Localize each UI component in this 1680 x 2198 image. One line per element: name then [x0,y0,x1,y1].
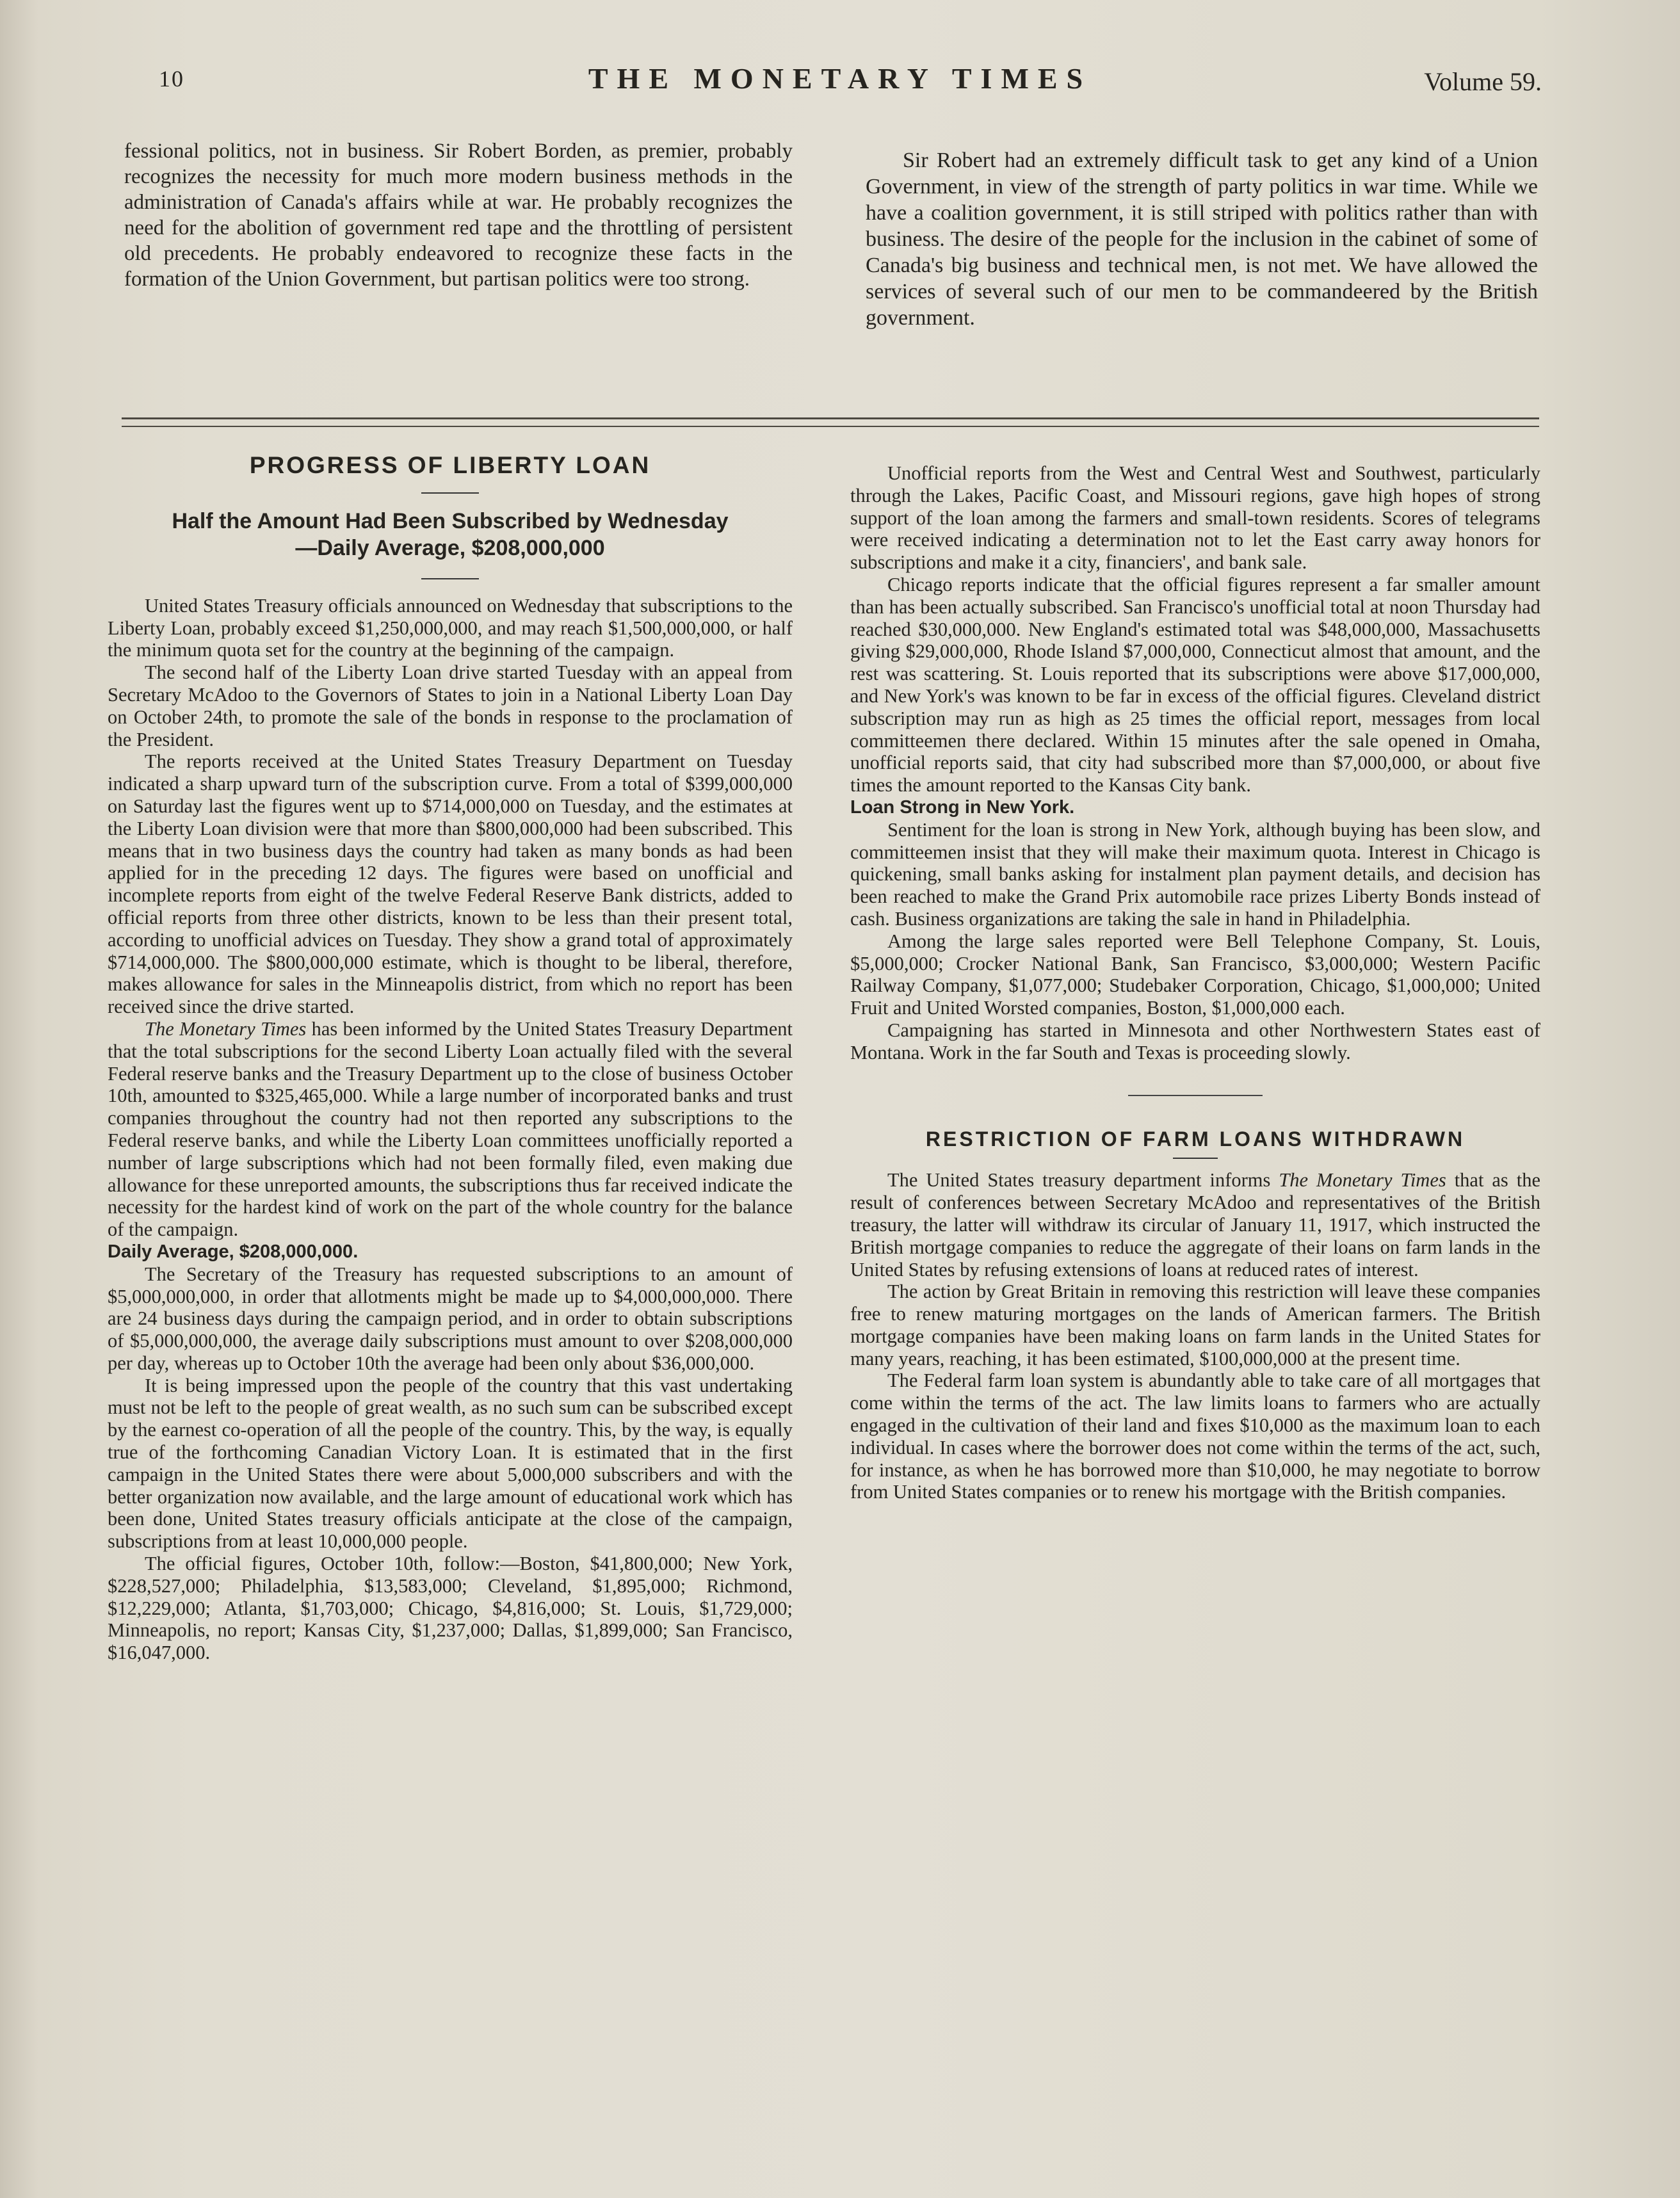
divider-rule [122,417,1539,419]
paragraph: The Secretary of the Treasury has requested subscriptions to an amount of $5,000,000,000, in order that allotments might be made up to $4,000,000,000. There are 24 business days during the campaign period, and in order to obtain subscriptions of $5,000,000,000, the average daily subscriptions must amount to over $208,000,000 per day, whereas up to October 10th the average had been only about $36,000,000. [108,1263,793,1374]
subtitle-line: Half the Amount Had Been Subscribed by Wednesday [172,508,729,533]
article-title: PROGRESS OF LIBERTY LOAN [249,452,651,478]
paragraph: It is being impressed upon the people of the country that this vast undertaking must not be left to the people of great wealth, as no such sum can be subscribed except by the earnest co-operation of all the people of the country. This, by the way, is equally true of the forthcoming Canadian Victory Loan. It is estimated that in the first campaign in the United States there were about 5,000,000 subscribers and with the better organization now available, and the large amount of educational work which has been done, United States treasury officials anticipate at the close of the campaign, subscriptions from at least 10,000,000 people. [108,1374,793,1553]
paragraph: Unofficial reports from the West and Central West and Southwest, particularly through the Lakes, Pacific Coast, and Missouri regions, gave high hopes of strong support of the loan among the farmers and small-town residents. Scores of telegrams were received indicating a determination not to let the East carry away honors for subscriptions and make it a city, financiers', and bank sale. [850,462,1540,574]
paragraph: The reports received at the United States Treasury Department on Tuesday indicated a sharp upward turn of the subscription curve. From a total of $399,000,000 on Saturday last the figures went up to $714,000,000 on Tuesday, and the estimates at the Liberty Loan division were that more than $800,000,000 had been subscribed. This means that in two business days the country had taken as many bonds as had been applied for in the preceding 12 days. The figures were based on unofficial and incomplete reports from eight of the twelve Federal Reserve Bank districts, added to official reports from three other districts, known to be less than their present total, according to unofficial advices on Tuesday. They show a grand total of approximately $714,000,000. The $800,000,000 estimate, which is thought to be liberal, therefore, makes allowance for sales in the Minneapolis district, from which no report has been received since the drive started. [108,750,793,1018]
section-heading: Daily Average, $208,000,000. [108,1241,359,1262]
paragraph: The official figures, October 10th, follow:—Boston, $41,800,000; New York, $228,527,000; Philadelphia, $13,583,000; Cleveland, $1,895,000; Richmond, $12,229,000; Atlanta, $1,703,000; Chicago, $4,816,000; St. Louis, $1,729,000; Minneapolis, no report; Kansas City, $1,237,000; Dallas, $1,899,000; San Francisco, $16,047,000. [108,1553,793,1664]
journal-title: THE MONETARY TIMES [588,62,1092,95]
volume-label: Volume 59. [1424,67,1542,96]
subtitle-dash [421,578,479,579]
paragraph: Among the large sales reported were Bell Telephone Company, St. Louis, $5,000,000; Crocker National Bank, San Francisco, $3,000,000; Western Pacific Railway Company, $1,077,000; Studebaker Corporation, Chicago, $1,000,000; United Fruit and United Worsted companies, Boston, $1,000,000 each. [850,930,1540,1019]
paragraph-text: has been informed by the United States Treasury Department that the total subscriptions for the second Liberty Loan actually filed with the several Federal reserve banks and the Treasury Department up to the close of business October 10th, amounted to $325,465,000. While a large number of incorporated banks and trust companies throughout the country had not then reported any subscriptions to the Federal reserve banks, and while the Liberty Loan committees unofficially reported a number of large subscriptions which had not been formally filed, even making due allowance for these unreported amounts, the subscriptions thus far received indicate the necessity for the hardest kind of work on the part of the whole country for the balance of the campaign. [108,1017,793,1241]
paragraph: Sir Robert had an extremely difficult task to get any kind of a Union Government, in view of the strength of party politics in war time. While we have a coalition government, it is still striped with politics rather than with business. The desire of the people for the inclusion in the cabinet of some of Canada's big business and technical men, is not met. We have allowed the services of several such of our men to be commandeered by the British government. [866,149,1538,330]
article-separator [1128,1095,1263,1096]
paragraph: Campaigning has started in Minnesota and other Northwestern States east of Montana. Work in the far South and Texas is proceeding slowly. [850,1019,1540,1063]
page-header [0,61,1680,100]
paragraph [108,1018,793,1241]
title-dash [1173,1158,1218,1159]
paragraph: United States Treasury officials announced on Wednesday that subscriptions to the Liberty Loan, probably exceed $1,250,000,000, and may reach $1,500,000,000, or half the minimum quota set for the country at the beginning of the campaign. [108,594,793,661]
paragraph-text: The United States treasury department informs [887,1169,1279,1192]
paragraph: The Federal farm loan system is abundantly able to take care of all mortgages that come within the terms of the act. The law limits loans to farmers who are actually engaged in the cultivation of their land and fixes $10,000 as the maximum loan to each individual. In cases where the borrower does not come within the terms of the act, such, for instance, as when he has borrowed more than $10,000, he may negotiate to borrow from United States companies or to renew his mortgage with the British companies. [850,1370,1540,1503]
publication-name: The Monetary Times [1279,1169,1446,1192]
title-dash [421,492,479,494]
continued-text-left [124,138,793,292]
article-column-left [108,448,793,1664]
paragraph: Chicago reports indicate that the official figures represent a far smaller amount than has been actually subscribed. San Francisco's unofficial total at noon Thursday had reached $30,000,000. New England's estimated total was $48,000,000, Massachusetts giving $29,000,000, Rhode Island $7,000,000, Connecticut almost that amount, and the rest was scattering. St. Louis reported that its subscriptions were above $17,000,000, and New York's was known to be far in excess of the official figures. Cleveland district subscription may run as high as 25 times the official report, messages from local committeemen there declared. Within 15 minutes after the sale opened in Omaha, unofficial reports said, that city had subscribed more than $7,000,000, or about five times the amount reported to the Kansas City bank. [850,573,1540,796]
paragraph: The action by Great Britain in removing this restriction will leave these companies free to renew maturing mortgages on the lands of American farmers. The British mortgage companies have been making loans on farm lands in the United States for many years, reaching, it has been estimated, $100,000,000 at the present time. [850,1281,1540,1370]
divider-rule [122,426,1539,427]
section-heading: Loan Strong in New York. [850,796,1075,818]
paragraph: The second half of the Liberty Loan drive started Tuesday with an appeal from Secretary McAdoo to the Governors of States to join in a National Liberty Loan Day on October 24th, to promote the sale of the bonds in response to the proclamation of the President. [108,661,793,750]
article-subtitle [108,508,793,562]
paragraph: fessional politics, not in business. Sir Robert Borden, as premier, probably recognizes the necessity for much more modern business methods in the administration of Canada's affairs while at war. He probably recognizes the need for the abolition of government red tape and the throttling of persistent old precedents. He probably endeavored to recognize these facts in the formation of the Union Government, but partisan politics were too strong. [124,140,793,291]
page-number: 10 [159,66,184,92]
paragraph [850,1169,1540,1281]
publication-name: The Monetary Times [145,1017,307,1040]
subtitle-line: —Daily Average, $208,000,000 [295,535,605,560]
article-column-right [850,462,1540,1503]
paragraph: Sentiment for the loan is strong in New York, although buying has been slow, and committeemen insist that they will make their maximum quota. Interest in Chicago is quickening, small banks asking for instalment plan payment details, and decision has been reached to make the Grand Prix automobile race prizes Liberty Bonds instead of cash. Business organizations are taking the sale in hand in Philadelphia. [850,818,1540,930]
continued-text-right [866,147,1538,331]
paragraph-text: that as the result of conferences between Secretary McAdoo and representatives of the British treasury, the latter will withdraw its circular of January 11, 1917, which instructed the British mortgage companies to reduce the aggregate of their loans on farm lands in the United States by refusing extensions of loans at reduced rates of interest. [850,1169,1540,1281]
article-title: RESTRICTION OF FARM LOANS WITHDRAWN [925,1127,1466,1151]
